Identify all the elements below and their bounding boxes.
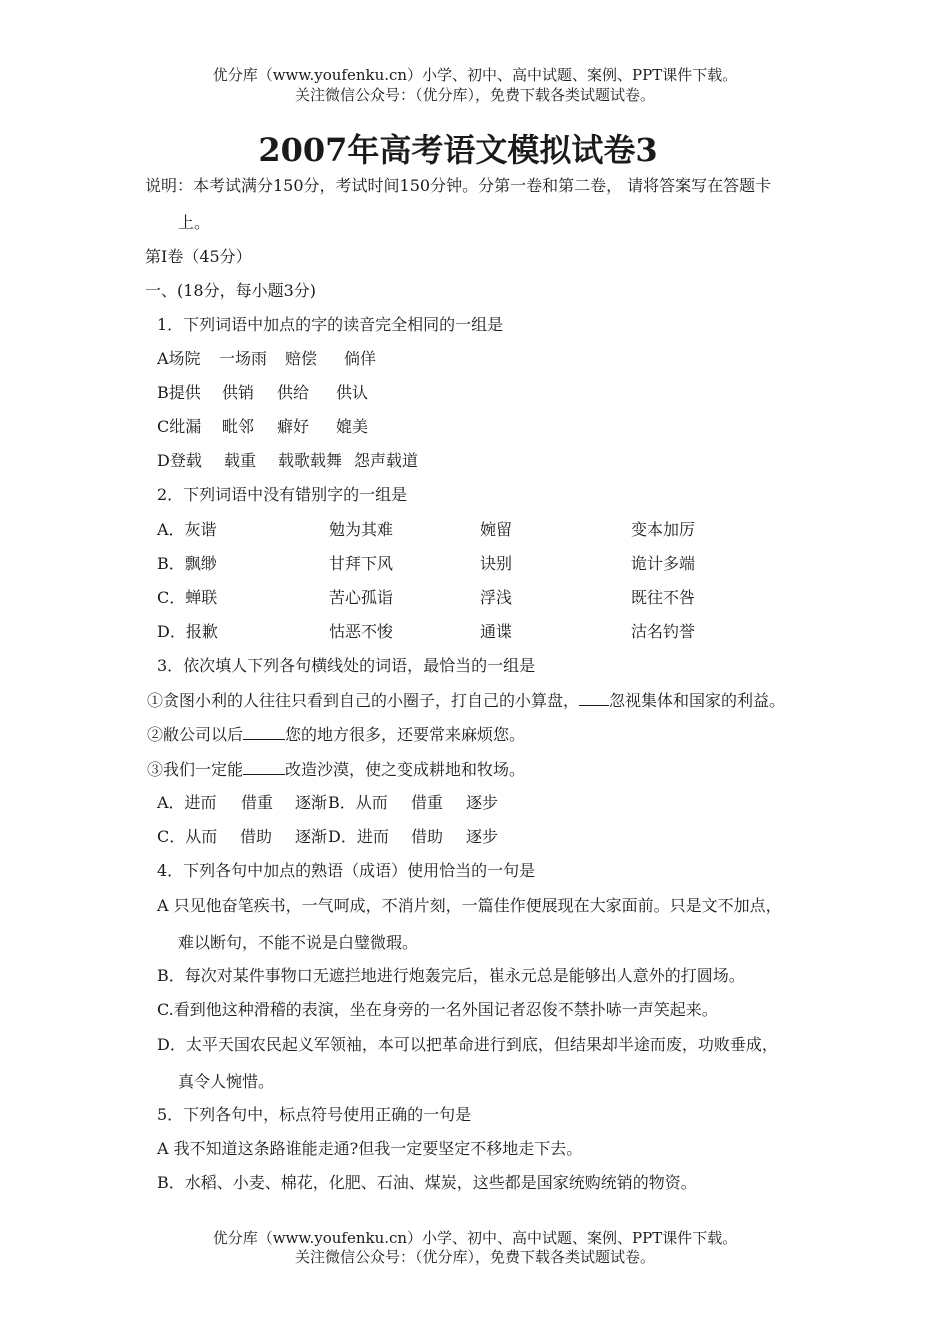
q3-blank-3 xyxy=(243,759,285,775)
page-header-line-2: 关注微信公众号：（优分库），免费下载各类试题试卷。 xyxy=(294,86,655,104)
page-header-line-1: 优分库（www.youfenku.cn）小学、初中、高中试题、案例、PPT课件下载。 xyxy=(212,66,738,84)
q4-option-a-line-2: 难以断句，不能不说是白璧微瑕。 xyxy=(178,933,419,952)
q1-stem: 1．下列词语中加点的字的读音完全相同的一组是 xyxy=(157,315,504,334)
q1-a-word-4: 倘佯 xyxy=(344,349,377,368)
q3-stem: 3．依次填人下列各句横线处的词语，最恰当的一组是 xyxy=(157,656,536,675)
q3-sentence-2 xyxy=(147,724,525,745)
q1-a-word-2: 一场雨 xyxy=(219,349,268,368)
q1-b-word-1: B提供 xyxy=(157,383,201,402)
page-footer-line-1: 优分库（www.youfenku.cn）小学、初中、高中试题、案例、PPT课件下载。 xyxy=(212,1229,738,1247)
q5-option-b: B．水稻、小麦、棉花，化肥、石油、煤炭，这些都是国家统购统销的物资。 xyxy=(157,1173,697,1192)
q4-stem: 4．下列各句中加点的熟语（成语）使用恰当的一句是 xyxy=(157,861,536,880)
q4-option-d-line-2: 真令人惋惜。 xyxy=(178,1072,275,1091)
q5-option-a: A 我不知道这条路谁能走通?但我一定要坚定不移地走下去。 xyxy=(157,1139,583,1158)
q2-b-col-4: 诡计多端 xyxy=(631,554,696,573)
q1-c-word-2: 毗邻 xyxy=(222,417,255,436)
q4-option-a-line-1: A 只见他奋笔疾书，一气呵成，不消片刻，一篇佳作便展现在大家面前。只是文不加点， xyxy=(157,896,782,915)
q3-b-3: 逐步 xyxy=(466,793,499,812)
q3-s1-before: ①贪图小利的人往往只看到自己的小圈子，打自己的小算盘， xyxy=(147,691,580,710)
q3-c-2: 借助 xyxy=(240,827,273,846)
q3-s2-before: ②敝公司以后 xyxy=(147,725,244,744)
q2-c-col-2: 苦心孤诣 xyxy=(329,588,394,607)
q3-s1-after: 忽视集体和国家的利益。 xyxy=(609,691,786,710)
intro-line-2: 上。 xyxy=(178,213,211,232)
q1-a-word-1: A场院 xyxy=(157,349,201,368)
q3-a-2: 借重 xyxy=(241,793,274,812)
q2-b-col-2: 甘拜下风 xyxy=(329,554,394,573)
q1-c-word-4: 媲美 xyxy=(336,417,369,436)
q2-d-col-3: 通谍 xyxy=(480,622,513,641)
q1-d-word-4: 怨声载道 xyxy=(354,451,419,470)
q3-a-1: A．进而 xyxy=(157,793,217,812)
q2-a-col-4: 变本加厉 xyxy=(631,520,696,539)
q2-c-col-4: 既往不咎 xyxy=(631,588,696,607)
q2-stem: 2．下列词语中没有错别字的一组是 xyxy=(157,485,408,504)
q1-d-word-2: 载重 xyxy=(224,451,257,470)
q3-blank-1 xyxy=(579,690,609,706)
intro-line-1: 说明：本考试满分150分，考试时间150分钟。分第一卷和第二卷， 请将答案写在答题卡 xyxy=(145,176,772,195)
q2-c-col-1: C．蝉联 xyxy=(157,588,218,607)
section-heading: 第Ⅰ卷（45分） xyxy=(145,247,252,266)
q4-option-b: B．每次对某件事物口无遮拦地进行炮轰完后，崔永元总是能够出人意外的打圆场。 xyxy=(157,966,745,985)
q1-a-word-3: 赔偿 xyxy=(285,349,318,368)
q3-b-2: 借重 xyxy=(411,793,444,812)
q2-d-col-2: 怙恶不悛 xyxy=(329,622,394,641)
part-heading: 一、(18分，每小题3分) xyxy=(145,281,317,300)
q1-c-word-3: 癖好 xyxy=(277,417,310,436)
q2-b-col-1: B．飘缈 xyxy=(157,554,217,573)
q3-c-1: C．从而 xyxy=(157,827,218,846)
page-title: 2007年高考语文模拟试卷3 xyxy=(258,131,658,169)
q2-a-col-1: A．灰谐 xyxy=(157,520,217,539)
q4-option-c: C.看到他这种滑稽的表演，坐在身旁的一名外国记者忍俊不禁扑哧一声笑起来。 xyxy=(157,1000,718,1019)
q2-d-col-1: D．报歉 xyxy=(157,622,218,641)
q3-d-1: D．进而 xyxy=(328,827,389,846)
q3-sentence-3 xyxy=(147,759,525,780)
q1-b-word-2: 供销 xyxy=(222,383,255,402)
q3-sentence-1 xyxy=(147,690,785,711)
q2-b-col-3: 诀别 xyxy=(480,554,513,573)
q2-c-col-3: 浮浅 xyxy=(480,588,513,607)
q1-b-word-4: 供认 xyxy=(336,383,369,402)
q1-d-word-1: D登载 xyxy=(157,451,202,470)
q3-s2-after: 您的地方很多，还要常来麻烦您。 xyxy=(285,725,526,744)
q1-b-word-3: 供给 xyxy=(277,383,310,402)
q3-c-3: 逐渐 xyxy=(295,827,328,846)
q5-stem: 5．下列各句中，标点符号使用正确的一句是 xyxy=(157,1105,472,1124)
page-footer-line-2: 关注微信公众号：（优分库），免费下载各类试题试卷。 xyxy=(294,1248,655,1266)
q2-a-col-3: 婉留 xyxy=(480,520,513,539)
q3-d-3: 逐步 xyxy=(466,827,499,846)
q3-s3-before: ③我们一定能 xyxy=(147,760,244,779)
q3-b-1: B．从而 xyxy=(328,793,388,812)
q3-s3-after: 改造沙漠，使之变成耕地和牧场。 xyxy=(285,760,526,779)
q1-d-word-3: 载歌载舞 xyxy=(278,451,343,470)
q4-option-d-line-1: D．太平天国农民起义军领袖，本可以把革命进行到底，但结果却半途而废，功败垂成， xyxy=(157,1035,778,1054)
q3-a-3: 逐渐 xyxy=(295,793,328,812)
q2-d-col-4: 沽名钓誉 xyxy=(631,622,696,641)
q3-d-2: 借助 xyxy=(411,827,444,846)
q3-blank-2 xyxy=(243,724,285,740)
q1-c-word-1: C纰漏 xyxy=(157,417,202,436)
q2-a-col-2: 勉为其难 xyxy=(329,520,394,539)
